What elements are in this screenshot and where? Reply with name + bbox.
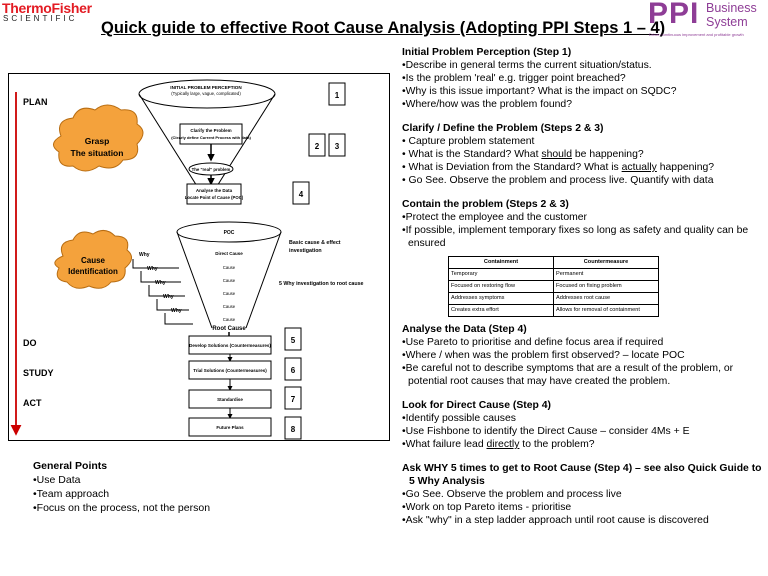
bullet: •Use Pareto to prioritise and define focus area if required bbox=[402, 337, 664, 348]
bullet: • Go See. Observe the problem and process live. Quantify with data bbox=[402, 175, 714, 186]
svg-text:1: 1 bbox=[334, 91, 340, 100]
svg-text:Analyse the Data: Analyse the Data bbox=[195, 188, 233, 193]
section-heading: Look for Direct Cause (Step 4) bbox=[402, 400, 551, 411]
phase-do: DO bbox=[23, 338, 37, 348]
svg-text:Why: Why bbox=[147, 266, 158, 272]
clarify-box bbox=[180, 124, 242, 144]
general-heading: General Points bbox=[33, 460, 108, 472]
section-heading: Clarify / Define the Problem (Steps 2 & 3) bbox=[402, 123, 604, 134]
bullet: •Where/how was the problem found? bbox=[402, 99, 572, 110]
bullet: •Protect the employee and the customer bbox=[402, 212, 587, 223]
svg-text:Cause: Cause bbox=[222, 304, 236, 309]
step-future: Future Plans bbox=[216, 425, 244, 430]
svg-text:Cause: Cause bbox=[222, 317, 236, 322]
cloud-cause-identification bbox=[55, 230, 132, 288]
basic-cause-1: Basic cause & effect bbox=[289, 240, 341, 246]
step-trial: Trial Solutions (Countermeasures) bbox=[193, 368, 267, 373]
bullet: • What is the Standard? What should be happening? bbox=[402, 149, 644, 160]
bullet: • What is Deviation from the Standard? What is actually happening? bbox=[402, 162, 715, 173]
svg-text:7: 7 bbox=[290, 395, 296, 404]
svg-text:Cause: Cause bbox=[222, 278, 236, 283]
bullet: •Why is this issue important? What is the impact on SQDC? bbox=[402, 86, 677, 97]
section-analyse bbox=[402, 323, 764, 388]
general-item: •Focus on the process, not the person bbox=[33, 502, 211, 514]
analyse-box bbox=[187, 184, 241, 204]
general-item: •Use Data bbox=[33, 474, 81, 486]
section-5why bbox=[402, 462, 764, 527]
bullet: •Identify possible causes bbox=[402, 413, 516, 424]
svg-text:Cause: Cause bbox=[222, 265, 236, 270]
ppi-logo-system: System bbox=[706, 15, 748, 29]
step-develop: Develop Solutions (Countermeasures) bbox=[189, 343, 271, 348]
svg-text:5: 5 bbox=[290, 336, 296, 345]
bullet: •Be careful not to describe symptoms that are a result of the problem, or potential root causes that may have created the problem. bbox=[402, 363, 734, 387]
ppi-logo: PPI bbox=[648, 0, 700, 30]
thermofisher-logo: ThermoFisher bbox=[2, 0, 92, 16]
svg-text:Why: Why bbox=[171, 308, 182, 314]
poc-label: POC bbox=[223, 230, 235, 236]
svg-text:Why: Why bbox=[155, 280, 166, 286]
general-points bbox=[33, 459, 210, 515]
step-standardise: Standardise bbox=[217, 397, 243, 402]
cloud-cause-line2: Identification bbox=[68, 267, 118, 276]
cloud-grasp-line1: Grasp bbox=[84, 136, 110, 146]
phase-study: STUDY bbox=[23, 368, 54, 378]
funnel-top-sub: (Typically large, vague, complicated) bbox=[171, 91, 241, 96]
section-heading: Analyse the Data (Step 4) bbox=[402, 324, 527, 335]
section-heading: Ask WHY 5 times to get to Root Cause (Step 4) – see also Quick Guide to 5 Why Analysis bbox=[402, 463, 762, 487]
svg-text:Why: Why bbox=[139, 252, 150, 258]
funnel-top-title: INITIAL PROBLEM PERCEPTION bbox=[170, 85, 242, 90]
svg-text:Why: Why bbox=[163, 294, 174, 300]
guide-text-column bbox=[402, 46, 764, 538]
scientific-logo-text: SCIENTIFIC bbox=[3, 14, 78, 23]
bullet: •What failure lead directly to the problem? bbox=[402, 439, 595, 450]
phase-act: ACT bbox=[23, 398, 42, 408]
svg-text:Clarify the Problem: Clarify the Problem bbox=[190, 128, 232, 133]
section-heading: Initial Problem Perception (Step 1) bbox=[402, 47, 572, 58]
general-item: •Team approach bbox=[33, 488, 110, 500]
svg-text:Locate Point of Cause (POC): Locate Point of Cause (POC) bbox=[184, 195, 244, 200]
svg-text:3: 3 bbox=[334, 142, 340, 151]
ppi-logo-business: Business bbox=[706, 1, 757, 15]
root-cause: Root Cause bbox=[212, 326, 246, 332]
bullet: •Use Fishbone to identify the Direct Cause – consider 4Ms + E bbox=[402, 426, 690, 437]
phase-plan: PLAN bbox=[23, 97, 48, 107]
bullet: •Ask "why" in a step ladder approach until root cause is discovered bbox=[402, 515, 709, 526]
direct-cause: Direct Cause bbox=[215, 251, 243, 256]
bullet: •Where / when was the problem first observed? – locate POC bbox=[402, 350, 685, 361]
page-title: Quick guide to effective Root Cause Analysis (Adopting PPI Steps 1 – 4) bbox=[101, 19, 666, 37]
rca-funnel-diagram bbox=[8, 73, 390, 441]
svg-text:(Clearly define Current Proces: (Clearly define Current Process with data) bbox=[171, 135, 251, 140]
ppi-tagline: Driven continuous improvement and profitable growth bbox=[649, 32, 744, 37]
svg-text:Cause: Cause bbox=[222, 291, 236, 296]
bullet: •If possible, implement temporary fixes so long as safety and quality can be ensured bbox=[402, 225, 749, 249]
section-heading: Contain the problem (Steps 2 & 3) bbox=[402, 199, 569, 210]
funnel-svg bbox=[9, 74, 389, 440]
section-contain bbox=[402, 198, 764, 317]
svg-text:4: 4 bbox=[298, 190, 304, 199]
bullet: • Capture problem statement bbox=[402, 136, 535, 147]
basic-cause-2: investigation bbox=[289, 248, 322, 254]
bullet: •Is the problem 'real' e.g. trigger point breached? bbox=[402, 73, 626, 84]
section-step1 bbox=[402, 46, 764, 111]
svg-text:6: 6 bbox=[290, 366, 296, 375]
svg-text:2: 2 bbox=[314, 142, 320, 151]
cloud-grasp-line2: The situation bbox=[70, 148, 124, 158]
bullet: •Describe in general terms the current situation/status. bbox=[402, 60, 652, 71]
cloud-grasp-situation bbox=[53, 105, 143, 171]
section-direct-cause bbox=[402, 399, 764, 451]
bullet: •Go See. Observe the problem and process live bbox=[402, 489, 622, 500]
svg-text:8: 8 bbox=[290, 425, 296, 434]
real-problem: The "real" problem bbox=[191, 167, 231, 172]
why5-label: 5 Why investigation to root cause bbox=[279, 281, 364, 287]
cloud-cause-line1: Cause bbox=[80, 256, 106, 265]
bullet: •Work on top Pareto items - prioritise bbox=[402, 502, 572, 513]
section-step2 bbox=[402, 122, 764, 187]
why-staircase bbox=[133, 259, 193, 324]
containment-table: Containment Countermeasure Temporary Permanent Focused on restoring flow Focused on fixing problem Addresses symptoms Addresses root cause Creates extra effort Allows for removal of containment bbox=[448, 256, 659, 317]
